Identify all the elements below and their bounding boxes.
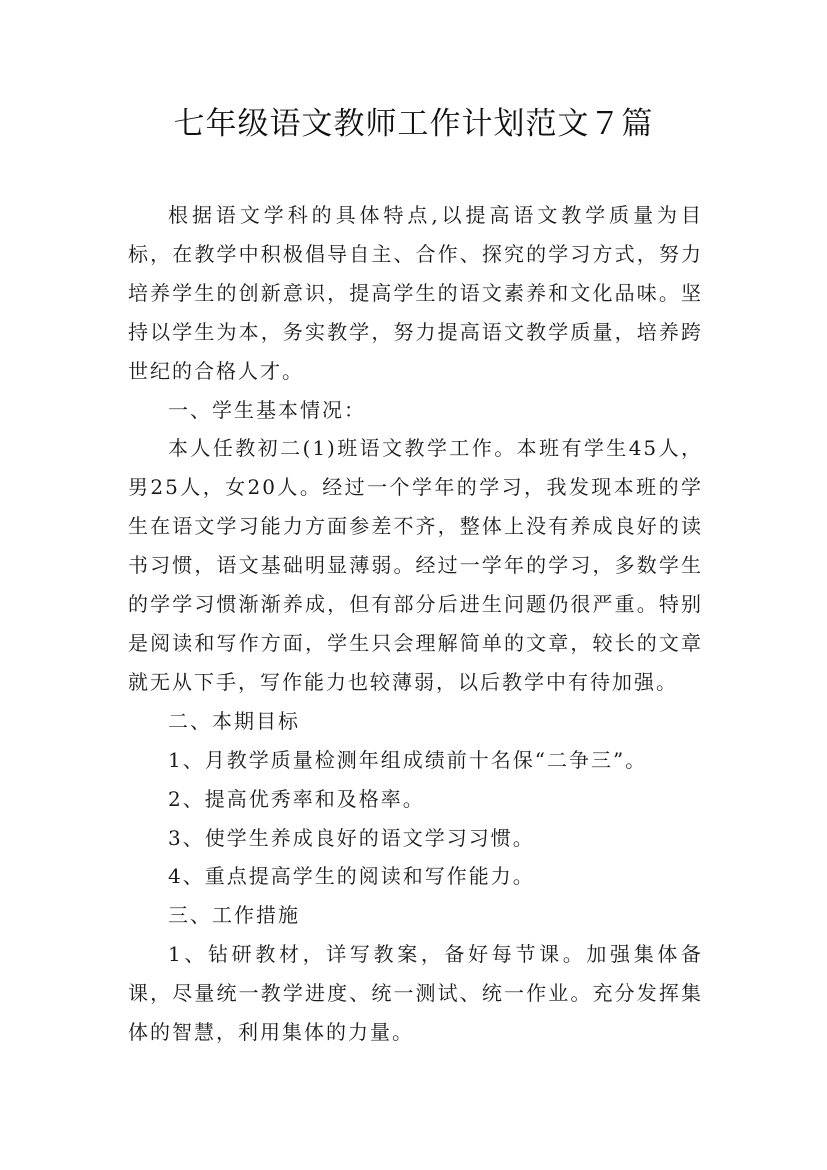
section-heading-measures: 三、工作措施 [168, 903, 300, 928]
section-heading-goals: 二、本期目标 [168, 708, 300, 733]
goal-item-2: 2、提高优秀率和及格率。 [168, 786, 425, 811]
goal-item-3: 3、使学生养成良好的语文学习习惯。 [168, 825, 535, 850]
document-title: 七年级语文教师工作计划范文７篇 [173, 106, 654, 142]
goal-item-4: 4、重点提高学生的阅读和写作能力。 [168, 864, 535, 889]
measure-item-1: 1、钻研教材，详写教案，备好每节课。加强集体备课，尽量统一教学进度、统一测试、统一作业。充分发挥集体的智慧，利用集体的力量。 [128, 942, 703, 1045]
goal-item-1: 1、月教学质量检测年组成绩前十名保“二争三”。 [168, 747, 648, 772]
document-body [128, 196, 703, 1052]
intro-paragraph: 根据语文学科的具体特点,以提高语文教学质量为目标，在教学中积极倡导自主、合作、探究的学习方式，努力培养学生的创新意识，提高学生的语文素养和文化品味。坚持以学生为本，务实教学，努力提高语文教学质量，培养跨世纪的合格人才。 [128, 203, 703, 383]
student-situation-paragraph: 本人任教初二(1)班语文教学工作。本班有学生45人，男25人，女20人。经过一个学年的学习，我发现本班的学生在语文学习能力方面参差不齐，整体上没有养成良好的读书习惯，语文基础明显薄弱。经过一学年的学习，多数学生的学学习惯渐渐养成，但有部分后进生问题仍很严重。特别是阅读和写作方面，学生只会理解简单的文章，较长的文章就无从下手，写作能力也较薄弱，以后教学中有待加强。 [128, 436, 703, 694]
section-heading-student-situation: 一、学生基本情况： [168, 397, 366, 422]
